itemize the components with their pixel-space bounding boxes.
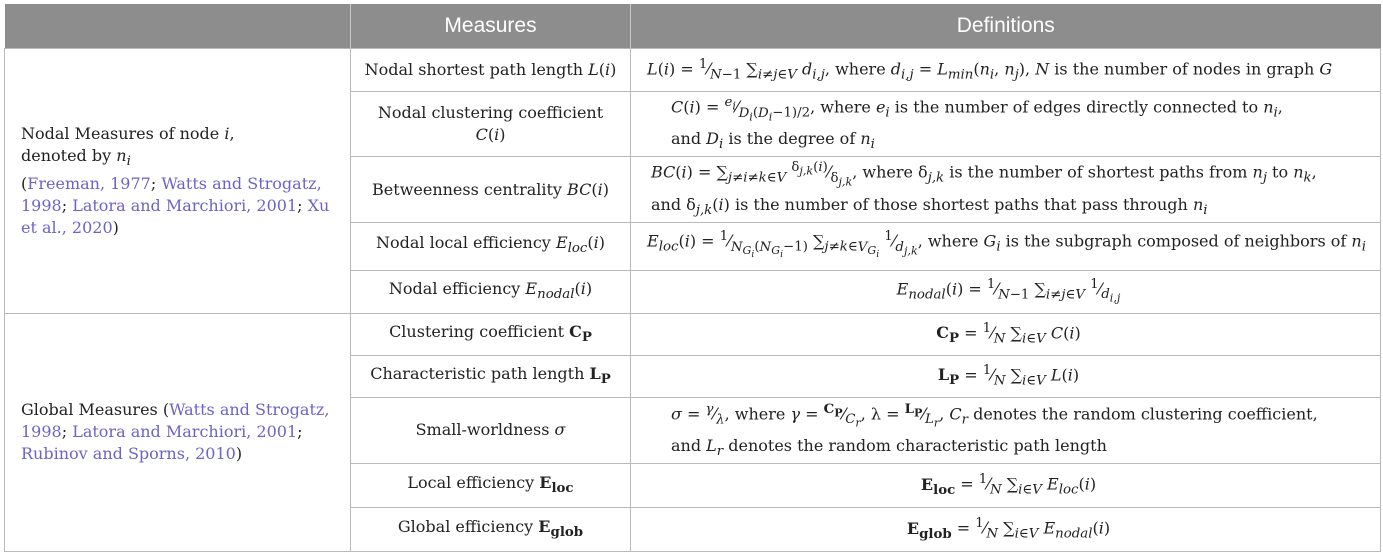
definition-cell: $\sigma = ^\gamma⁄_\lambda$, where $\gamma = ^{C_P}⁄_{C_r}$, $\lambda = ^{L_P}⁄_{L_r}$, $C_r$ denotes the random clustering coefficient, and $L_r$ denotes the random characteristic path length [631,397,1381,463]
measure-cell: Nodal local efficiency $E_{loc}(i)$ [351,222,631,270]
ref-link[interactable]: Latora and Marchiori, 2001 [72,422,298,442]
group-title: Nodal Measures of node i, [21,123,235,143]
group-references: Global Measures (Watts and Strogatz, 1998; Latora and Marchiori, 2001; Rubinov and Sporns, 2010) [21,400,330,464]
measure-cell: Nodal shortest path length L(i) [351,49,631,92]
measure-cell: Characteristic path length $L_P$ [351,355,631,397]
global-measures-group [5,313,351,551]
ref-link[interactable]: Rubinov and Sporns, 2010 [21,444,236,464]
definition-cell: $E_{loc}(i)$ = $^1⁄_{N_{G_i}(N_{G_i}-1)}$ $\sum_{j\ne k\in V_{G_i}}$ $^1⁄_{d_{j,k}}$, where $G_i$ is the subgraph composed of neighbors of $n_i$ [631,222,1381,270]
ref-link[interactable]: Latora and Marchiori, 2001 [72,195,298,215]
header-definitions: Definitions [631,4,1381,49]
ref-link[interactable]: Watts and Strogatz, 1998 [21,400,330,442]
table-row [5,313,1381,355]
definition-cell: $C_P$ = $^1⁄_N$ $\sum_{i\in V}$ C(i) [631,313,1381,355]
ref-link[interactable]: Watts and Strogatz, 1998 [21,173,322,215]
measure-cell: Nodal efficiency $E_{nodal}(i)$ [351,270,631,313]
measure-cell: Local efficiency $E_{loc}$ [351,464,631,508]
definition-cell: $E_{loc}$ = $^1⁄_N$ $\sum_{i\in V}$ $E_{loc}(i)$ [631,464,1381,508]
header-row [5,4,1381,49]
measure-cell: Small-worldness σ [351,397,631,463]
header-measures: Measures [351,4,631,49]
measure-cell: Nodal clustering coefficient C(i) [351,92,631,157]
definition-cell: $C(i) = ^{e_i}⁄_{D_i(D_i-1)/2}$, where $e_i$ is the number of edges directly connected to $n_i$, and $D_i$ is the degree of $n_i$ [631,92,1381,157]
measure-cell: Betweenness centrality BC(i) [351,157,631,222]
definition-cell: $E_{nodal}(i)$ = $^1⁄_{N-1}$ $\sum_{i\ne j\in V}$ $^1⁄_{d_{i,j}}$ [631,270,1381,313]
ref-link[interactable]: Xu et al., 2020 [21,195,330,237]
nodal-measures-group [5,49,351,314]
table-row [5,49,1381,92]
definition-cell: $E_{glob}$ = $^1⁄_N$ $\sum_{i\in V}$ $E_{nodal}(i)$ [631,508,1381,552]
definition-cell: $BC(i) = \sum_{j\ne i\ne k\in V}$ $^{\delta_{j,k}(i)}⁄_{\delta_{j,k}}$, where $\delta_{j,k}$ is the number of shortest paths from $n_j$ to $n_k$, and $\delta_{j,k}(i)$ is the number of those shortest paths that pass through $n_i$ [631,157,1381,222]
definition-cell: $L_P$ = $^1⁄_N$ $\sum_{i\in V}$ L(i) [631,355,1381,397]
header-group [5,4,351,49]
group-references: (Freeman, 1977; Watts and Strogatz, 1998; Latora and Marchiori, 2001; Xu et al., 2020) [21,173,330,237]
measures-table [4,4,1381,552]
ref-link[interactable]: Freeman, 1977 [27,173,151,193]
group-subtitle: denoted by $n_i$ [21,145,131,169]
definition-cell: $L(i) = ^1⁄_{N-1}$ $\sum_{i\ne j\in V}$ $d_{i,j}$, where $d_{i,j} = L_{min}(n_i$, $n_j$), N is the number of nodes in graph G [631,49,1381,92]
measure-cell: Global efficiency $E_{glob}$ [351,508,631,552]
measure-cell: Clustering coefficient $C_P$ [351,313,631,355]
